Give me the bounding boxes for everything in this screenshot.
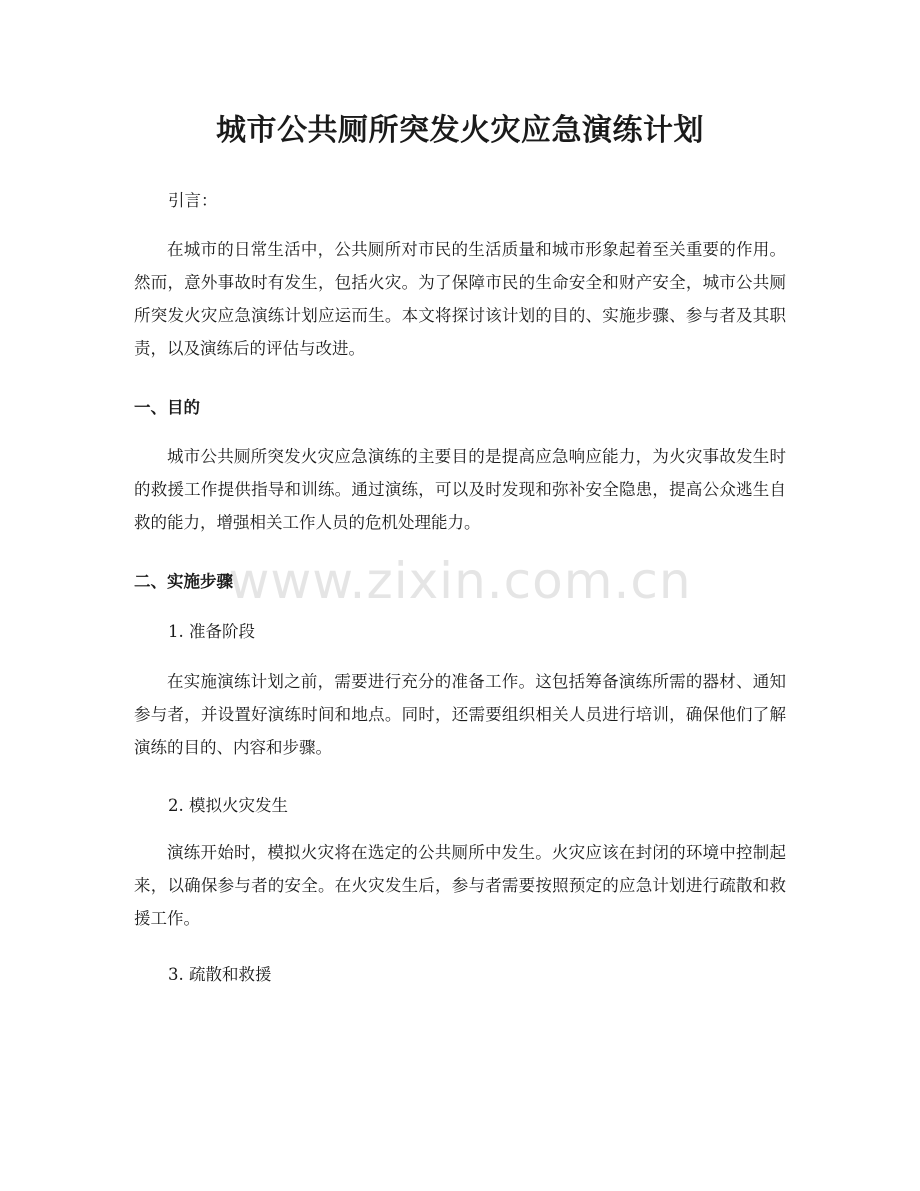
step-paragraph-simulation: 演练开始时，模拟火灾将在选定的公共厕所中发生。火灾应该在封闭的环境中控制起来，以确保参与者的安全。在火灾发生后，参与者需要按照预定的应急计划进行疏散和救援工作。 xyxy=(134,843,786,928)
step-label-simulation: 2. 模拟火灾发生 xyxy=(168,796,288,815)
intro-paragraph: 在城市的日常生活中，公共厕所对市民的生活质量和城市形象起着至关重要的作用。然而，意外事故时有发生，包括火灾。为了保障市民的生命安全和财产安全，城市公共厕所突发火灾应急演练计划应运而生。本文将探讨该计划的目的、实施步骤、参与者及其职责，以及演练后的评估与改进。 xyxy=(134,240,786,358)
section-heading-purpose: 一、目的 xyxy=(134,398,200,417)
section-heading-steps: 二、实施步骤 xyxy=(134,572,233,591)
watermark: www.zixin.com.cn xyxy=(228,552,692,610)
intro-label: 引言： xyxy=(168,191,218,210)
step-paragraph-preparation: 在实施演练计划之前，需要进行充分的准备工作。这包括筹备演练所需的器材、通知参与者，并设置好演练时间和地点。同时，还需要组织相关人员进行培训，确保他们了解演练的目的、内容和步骤。 xyxy=(134,672,786,757)
document-title: 城市公共厕所突发火灾应急演练计划 xyxy=(216,113,704,148)
step-label-preparation: 1. 准备阶段 xyxy=(168,622,255,641)
purpose-paragraph: 城市公共厕所突发火灾应急演练的主要目的是提高应急响应能力，为火灾事故发生时的救援工作提供指导和训练。通过演练，可以及时发现和弥补安全隐患，提高公众逃生自救的能力，增强相关工作人员的危机处理能力。 xyxy=(134,447,786,532)
step-label-evacuation: 3. 疏散和救援 xyxy=(168,965,272,984)
